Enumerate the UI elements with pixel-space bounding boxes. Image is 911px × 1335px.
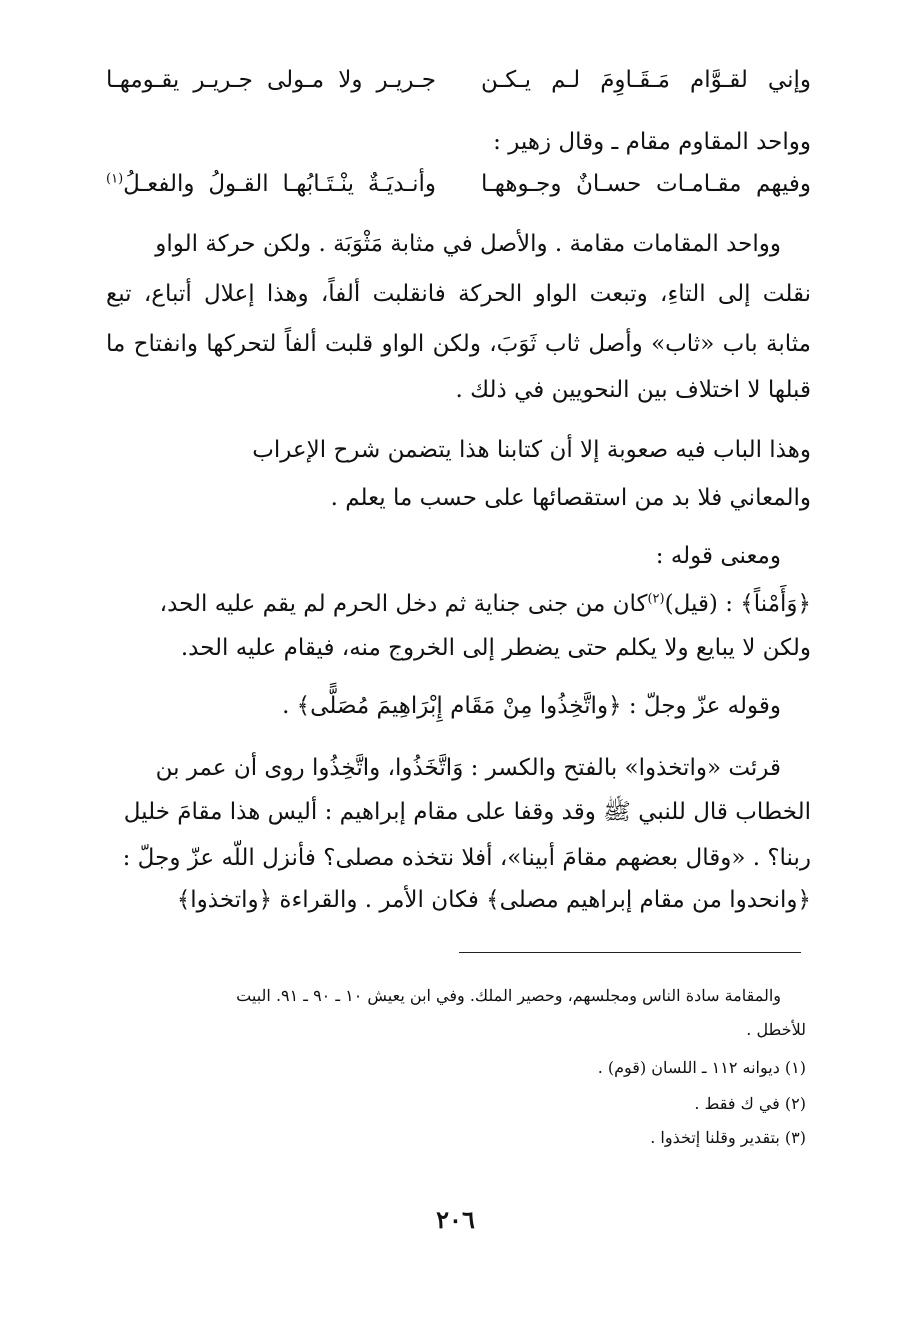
footnote-2: (٢) في ك فقط .	[694, 1094, 806, 1113]
text-line-1: وواحد المقاوم مقام ـ وقال زهير :	[493, 129, 811, 155]
verse-1-second-hemistich: جـريـر ولا مـولى جـريـر يقـومهـا	[106, 67, 436, 93]
text-line-5: نقلت إلى التاءِ، وتبعت الواو الحركة فانقلبت ألفاً، وهذا إعلال أتباع، تبع	[106, 281, 811, 307]
footnote-3: (٣) بتقدير وقلنا إتخذوا .	[650, 1128, 806, 1147]
text-line-7: قبلها لا اختلاف بين النحويين في ذلك .	[455, 377, 811, 403]
footnote-continuation-1: والمقامة سادة الناس ومجلسهم، وحصير الملك. وفي ابن يعيش ١٠ ـ ٩٠ ـ ٩١. البيت	[236, 986, 781, 1005]
footnote-1: (١) ديوانه ١١٢ ـ اللسان (قوم) .	[597, 1058, 806, 1077]
text-line-6: مثابة باب «ثاب» وأصل ثاب ثَوَبَ، ولكن الواو قلبت ألفاً لتحركها وانفتاح ما	[106, 331, 811, 357]
quran-quote-amnan: ﴿وَأَمْناً﴾ : (قيل)	[664, 591, 811, 617]
page-number: ٢٠٦	[436, 1205, 475, 1234]
footnote-continuation-2: للأخطل .	[746, 1020, 806, 1039]
poem-verse-2	[106, 164, 811, 204]
verse-1-first-hemistich: وإني لقـوَّام مَـقَـاوِمَ لـم يـكـن	[481, 67, 811, 93]
footnote-ref-1: (١)	[106, 171, 124, 187]
text-line-17: ﴿وانحدوا من مقام إبراهيم مصلى﴾ فكان الأمر . والقراءة ﴿واتخذوا﴾	[176, 887, 811, 913]
text-line-11-rest: كان من جنى جناية ثم دخل الحرم لم يقم عليه الحد،	[159, 591, 648, 617]
text-line-4: وواحد المقامات مقامة . والأصل في مثابة مَثْوَبَة . ولكن حركة الواو	[155, 231, 781, 257]
verse-2-first-hemistich: وفيهم مقـامـات حسـانٌ وجـوههـا	[481, 171, 811, 197]
text-line-14: قرئت «واتخذوا» بالفتح والكسر : وَاتَّخَذُوا، واتَّخِذُوا روى أن عمر بن	[155, 755, 781, 781]
poem-verse-1	[106, 60, 811, 100]
text-line-13: وقوله عزّ وجلّ : ﴿واتَّخِذُوا مِنْ مَقَام إِبْرَاهِيمَ مُصَلًّى﴾ .	[282, 693, 781, 719]
text-line-15: الخطاب قال للنبي ﷺ وقد وقفا على مقام إبراهيم : أليس هذا مقامَ خليل	[123, 799, 811, 825]
text-line-9: والمعاني فلا بد من استقصائها على حسب ما يعلم .	[330, 485, 811, 511]
footnote-ref-2: (٢)	[647, 591, 665, 607]
text-line-10: ومعنى قوله :	[655, 543, 781, 569]
verse-2-second-text: وأنـديَـةٌ ينْـتَـابُهـا القـولُ والفعـلُ	[123, 171, 436, 197]
text-line-12: ولكن لا يبايع ولا يكلم حتى يضطر إلى الخروج منه، فيقام عليه الحد.	[180, 635, 811, 661]
text-line-8: وهذا الباب فيه صعوبة إلا أن كتابنا هذا يتضمن شرح الإعراب	[252, 437, 811, 463]
footnote-separator	[459, 952, 801, 953]
text-line-16: ربنا؟ . «وقال بعضهم مقامَ أبينا»، أفلا نتخذه مصلى؟ فأنزل اللّه عزّ وجلّ :	[122, 845, 811, 871]
verse-2-second-hemistich	[106, 164, 436, 204]
text-line-11	[106, 584, 811, 624]
